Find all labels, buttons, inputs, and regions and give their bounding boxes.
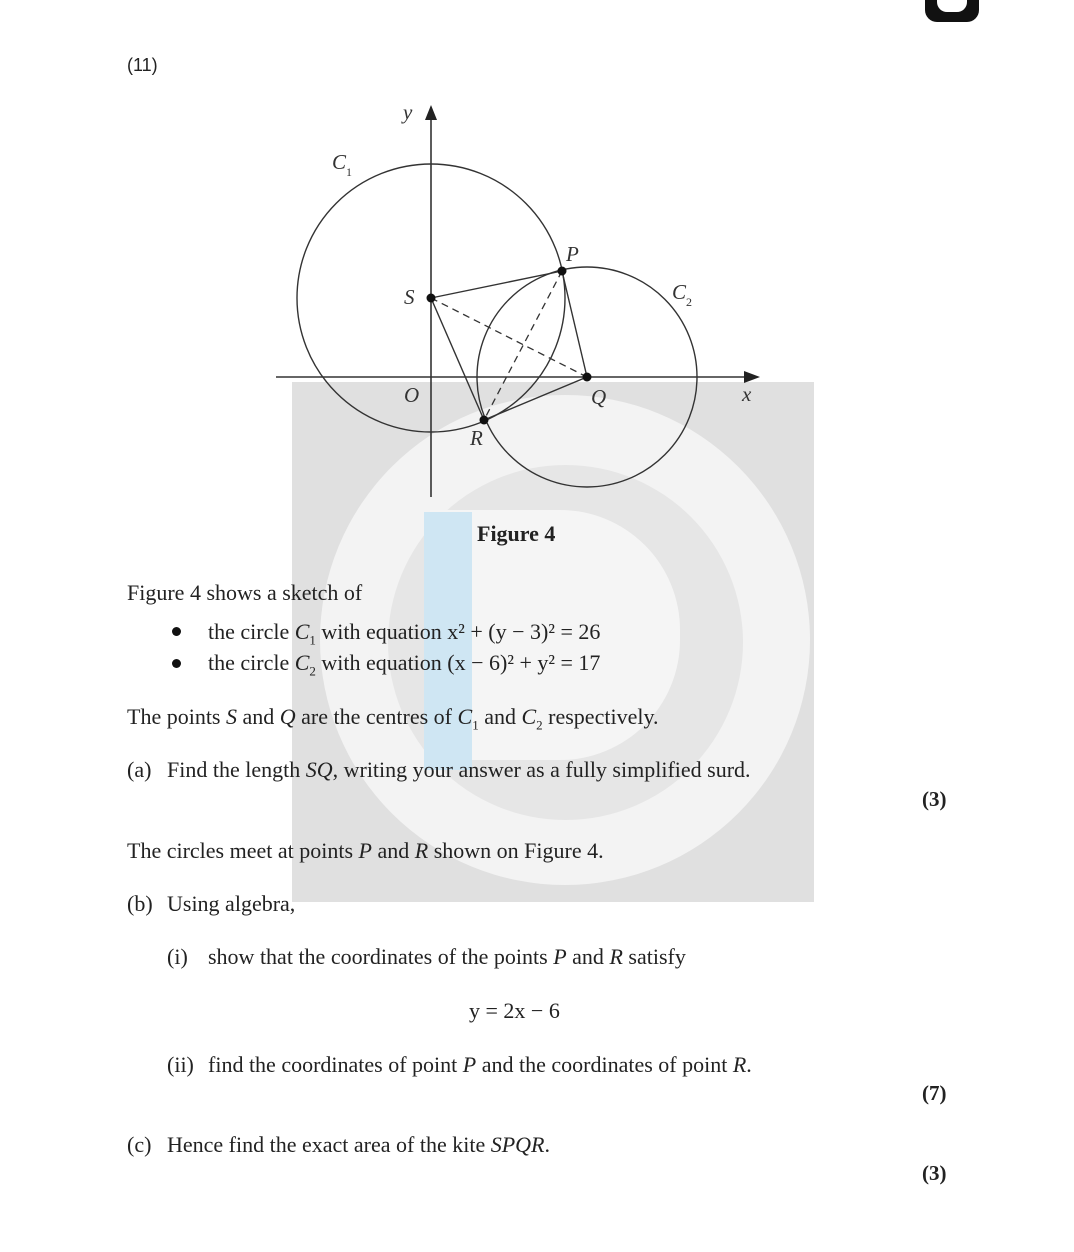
- part-b-ii-text: find the coordinates of point P and the coordinates of point R.: [208, 1052, 752, 1077]
- part-c-marks: (3): [922, 1161, 947, 1185]
- y-axis-arrow-icon: [425, 105, 437, 120]
- label-p: P: [566, 242, 579, 266]
- part-a-text: Find the length SQ, writing your answer as a fully simplified surd.: [167, 757, 751, 782]
- figure-caption: Figure 4: [477, 521, 556, 546]
- part-b-i-text: show that the coordinates of the points P and R satisfy: [208, 944, 686, 969]
- intro-text: Figure 4 shows a sketch of: [127, 580, 363, 605]
- side-sp: [431, 271, 562, 298]
- part-b-marks: (7): [922, 1081, 947, 1105]
- point-p: [558, 267, 567, 276]
- centres-text: The points S and Q are the centres of $C_1$ and $C_2$ respectively.: [127, 704, 659, 733]
- point-q: [583, 373, 592, 382]
- point-s: [427, 294, 436, 303]
- part-b-label: (b): [127, 891, 153, 916]
- part-c-text: Hence find the exact area of the kite SPQR.: [167, 1132, 550, 1157]
- part-b-i-label: (i): [167, 944, 188, 969]
- line-equation: y = 2x − 6: [469, 998, 560, 1023]
- equation-c1: x² + (y − 3)² = 26: [447, 619, 601, 644]
- bullet-icon: [172, 627, 181, 636]
- label-r: R: [470, 426, 483, 450]
- equation-c2: (x − 6)² + y² = 17: [447, 650, 601, 675]
- point-r: [480, 416, 489, 425]
- question-number: (11): [127, 55, 158, 75]
- label-y: y: [403, 100, 413, 124]
- meet-text: The circles meet at points P and R shown on Figure 4.: [127, 838, 604, 863]
- label-x: x: [742, 382, 752, 406]
- label-c1-sub: 1: [346, 165, 352, 179]
- part-b-text: Using algebra,: [167, 891, 296, 916]
- bullet-c1: the circle $C_1$ with equation x² + (y − 3)² = 26: [208, 619, 601, 648]
- part-b-ii-label: (ii): [167, 1052, 194, 1077]
- label-c1: C: [332, 150, 347, 174]
- side-qr: [484, 377, 587, 420]
- label-c2: C: [672, 280, 687, 304]
- label-q: Q: [591, 385, 607, 409]
- side-rs: [431, 298, 484, 420]
- label-origin: O: [404, 383, 420, 407]
- part-a-marks: (3): [922, 787, 947, 811]
- part-a-label: (a): [127, 757, 152, 782]
- diagonal-pr: [484, 271, 562, 420]
- logo-badge-inner: [937, 0, 967, 12]
- side-pq: [562, 271, 587, 377]
- label-c2-sub: 2: [686, 295, 692, 309]
- part-c-label: (c): [127, 1132, 152, 1157]
- bullet-icon: [172, 659, 181, 668]
- label-s: S: [404, 285, 415, 309]
- figure-4-diagram: [270, 95, 790, 505]
- diagonal-sq: [431, 298, 587, 377]
- bullet-c2: the circle $C_2$ with equation (x − 6)² + y² = 17: [208, 650, 601, 679]
